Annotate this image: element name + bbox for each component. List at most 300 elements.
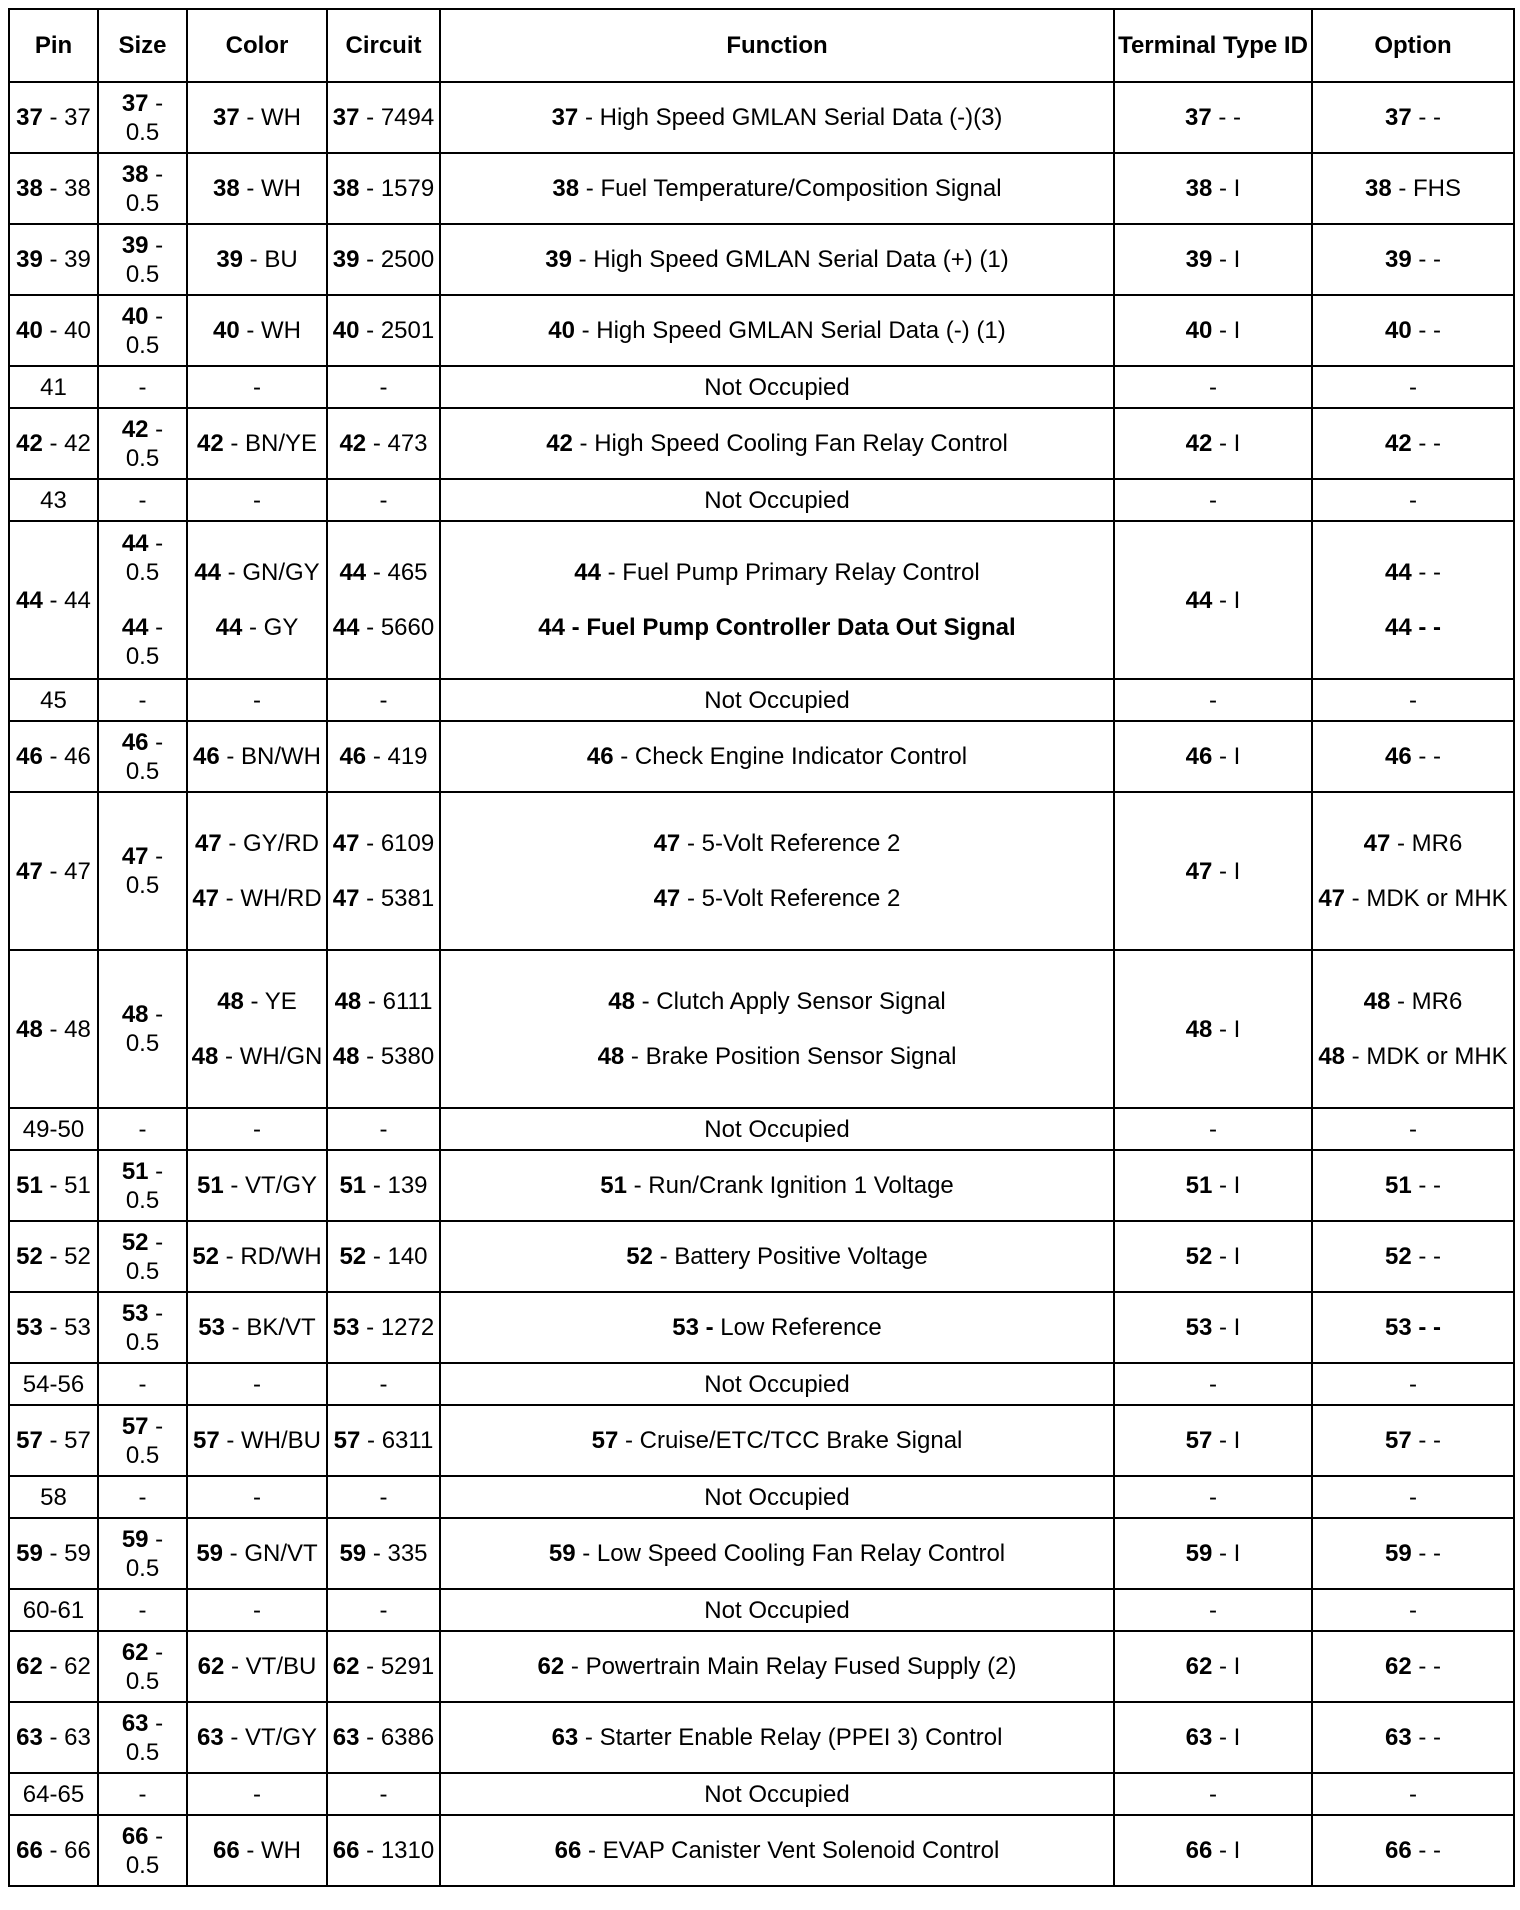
cell-text: - 39 (42, 246, 91, 273)
cell-pin (9, 295, 98, 366)
cell-terminal-type-id (1114, 408, 1312, 479)
table-row (9, 1815, 1514, 1886)
cell-function (440, 1518, 1114, 1589)
pin-number-prefix: 38 (552, 175, 580, 202)
cell-text: - 0.5 (125, 231, 170, 288)
cell-line (1316, 1836, 1510, 1865)
cell-text: - (1409, 1596, 1417, 1624)
cell-text: - 51 (42, 1172, 91, 1199)
pin-number-prefix: 37 (212, 104, 240, 131)
cell-line (102, 1709, 183, 1767)
header-pin: Pin (9, 9, 98, 82)
pin-number-prefix: 66 (554, 1837, 582, 1864)
cell-color (187, 679, 327, 721)
cell-line (102, 89, 183, 147)
cell-pin (9, 479, 98, 521)
cell-line (444, 829, 1110, 858)
cell-line (102, 529, 183, 587)
cell-line (444, 1042, 1110, 1071)
pin-number-prefix: 46 (339, 743, 367, 770)
cell-color (187, 408, 327, 479)
cell-text: - 6386 (359, 1724, 435, 1751)
cell-text: - 42 (42, 430, 91, 457)
cell-color (187, 1702, 327, 1773)
cell-text: - GY/RD (221, 830, 320, 857)
pin-number-prefix: 62 (1384, 1653, 1412, 1680)
cell-function (440, 1589, 1114, 1631)
cell-text: - 0.5 (125, 89, 170, 146)
cell-text: - - (1411, 104, 1442, 131)
cell-text: - (379, 686, 388, 714)
cell-line (13, 1171, 94, 1200)
pin-number-prefix: 66 (121, 1822, 149, 1850)
pin-number-prefix: 39 (216, 246, 244, 273)
table-row (9, 479, 1514, 521)
pinout-table (8, 8, 1515, 1887)
cell-pin (9, 1292, 98, 1363)
cell-size (98, 1150, 187, 1221)
cell-color (187, 1108, 327, 1150)
cell-pin (9, 950, 98, 1108)
cell-text: - YE (243, 988, 297, 1015)
cell-text: - - (1411, 1427, 1442, 1454)
pin-number-prefix: 47 (653, 830, 681, 857)
cell-text: - GN/GY (221, 559, 320, 586)
cell-line (191, 884, 323, 913)
cell-function (440, 1702, 1114, 1773)
cell-text: - - (1411, 743, 1442, 770)
cell-text: - 0.5 (125, 415, 170, 472)
cell-text: - 44 (42, 586, 91, 614)
cell-text: - RD/WH (219, 1243, 322, 1270)
cell-line (102, 613, 183, 671)
pin-number-prefix: 40 (1185, 317, 1213, 344)
pin-number-prefix: 63 (121, 1709, 149, 1737)
cell-line (191, 742, 323, 771)
cell-text: - (1409, 373, 1417, 401)
cell-text: - I (1212, 430, 1241, 457)
pin-number-prefix: 37 (16, 104, 43, 131)
cell-option (1312, 224, 1514, 295)
pin-number-prefix: 48 (121, 1001, 149, 1028)
cell-text: - (1209, 486, 1217, 514)
cell-text: - GY (242, 614, 299, 641)
cell-line (13, 316, 94, 345)
header-function: Function (440, 9, 1114, 82)
cell-circuit (327, 792, 440, 950)
cell-text: - BN/WH (219, 743, 322, 770)
cell-circuit (327, 1476, 440, 1518)
header-size: Size (98, 9, 187, 82)
cell-text: - (138, 1483, 147, 1511)
cell-text: - (379, 1596, 388, 1624)
cell-text: - (138, 373, 147, 401)
cell-terminal-type-id (1114, 950, 1312, 1108)
cell-line (331, 429, 436, 458)
cell-text: - - (1411, 246, 1442, 273)
cell-terminal-type-id (1114, 1150, 1312, 1221)
cell-line (102, 486, 183, 515)
cell-line (1316, 829, 1510, 858)
cell-line (1316, 742, 1510, 771)
cell-line (444, 1171, 1110, 1200)
pin-number-prefix: 57 (333, 1427, 361, 1454)
cell-line (13, 1426, 94, 1455)
pin-number-prefix: 53 - - (1384, 1314, 1441, 1341)
cell-text: - GN/VT (223, 1540, 318, 1567)
pin-number-prefix: 59 (1384, 1540, 1412, 1567)
cell-line (13, 174, 94, 203)
cell-text: - 2500 (359, 246, 435, 273)
pin-number-prefix: 42 (339, 430, 367, 457)
cell-color (187, 82, 327, 153)
pin-number-prefix: 59 (1185, 1540, 1213, 1567)
cell-text: Not Occupied (704, 1483, 850, 1511)
cell-line (331, 884, 436, 913)
cell-line (102, 1157, 183, 1215)
cell-line (331, 1171, 436, 1200)
pin-number-prefix: 66 (1185, 1837, 1213, 1864)
table-row (9, 82, 1514, 153)
cell-text: Not Occupied (704, 1780, 850, 1808)
pin-number-prefix: 37 (332, 104, 360, 131)
cell-line (331, 1539, 436, 1568)
pin-number-prefix: 40 (16, 317, 43, 344)
cell-circuit (327, 295, 440, 366)
cell-text: - 0.5 (125, 1001, 170, 1057)
pin-number-prefix: 42 (1384, 430, 1412, 457)
cell-text: - WH/RD (219, 885, 322, 912)
cell-size (98, 1108, 187, 1150)
cell-line (444, 1483, 1110, 1512)
cell-line (102, 1780, 183, 1809)
cell-terminal-type-id (1114, 1108, 1312, 1150)
cell-line (13, 486, 94, 515)
cell-text: Not Occupied (704, 486, 850, 514)
header-circuit: Circuit (327, 9, 440, 82)
cell-text: - Brake Position Sensor Signal (624, 1043, 957, 1070)
cell-terminal-type-id (1114, 479, 1312, 521)
cell-line (331, 1115, 436, 1144)
cell-line (191, 829, 323, 858)
cell-terminal-type-id (1114, 1518, 1312, 1589)
cell-line (102, 1525, 183, 1583)
cell-line (1316, 1483, 1510, 1512)
cell-line (1316, 373, 1510, 402)
cell-line (191, 1483, 323, 1512)
cell-text: - 1272 (359, 1314, 435, 1341)
pin-number-prefix: 47 (1363, 830, 1391, 857)
cell-line (331, 245, 436, 274)
cell-color (187, 1518, 327, 1589)
cell-text: - I (1212, 1015, 1241, 1043)
cell-terminal-type-id (1114, 1589, 1312, 1631)
cell-text: - WH (239, 317, 301, 344)
cell-text: - 0.5 (125, 1822, 170, 1879)
pin-number-prefix: 52 (1185, 1243, 1213, 1270)
pin-number-prefix: 40 (212, 317, 240, 344)
cell-text: - 6109 (359, 830, 435, 857)
cell-line (13, 1836, 94, 1865)
pin-number-prefix: 66 (16, 1837, 43, 1864)
cell-option (1312, 1292, 1514, 1363)
cell-line (102, 1638, 183, 1696)
cell-line (1316, 1596, 1510, 1625)
pin-number-prefix: 48 (608, 988, 635, 1015)
cell-text: - WH (239, 175, 301, 202)
cell-line (1118, 1652, 1308, 1681)
table-row (9, 679, 1514, 721)
cell-circuit (327, 1150, 440, 1221)
cell-color (187, 1405, 327, 1476)
cell-line (1118, 245, 1308, 274)
pin-number-prefix: 51 (1384, 1172, 1412, 1199)
cell-line (102, 1370, 183, 1399)
cell-text: - BK/VT (225, 1314, 316, 1341)
cell-text: 43 (40, 486, 67, 514)
cell-line (331, 1483, 436, 1512)
cell-function (440, 295, 1114, 366)
cell-terminal-type-id (1114, 792, 1312, 950)
cell-text: - - (1211, 104, 1242, 131)
cell-text: - 0.5 (125, 1228, 170, 1285)
cell-line (13, 686, 94, 715)
cell-line (102, 302, 183, 360)
cell-terminal-type-id (1114, 1363, 1312, 1405)
cell-line (331, 1370, 436, 1399)
cell-circuit (327, 408, 440, 479)
pin-number-prefix: 66 (212, 1837, 240, 1864)
pin-number-prefix: 48 (1318, 1043, 1346, 1070)
cell-text: - WH/GN (218, 1043, 323, 1070)
cell-text: - 419 (366, 743, 428, 770)
cell-line (191, 1370, 323, 1399)
pin-number-prefix: 52 (1384, 1243, 1412, 1270)
cell-line (102, 160, 183, 218)
pin-number-prefix: 63 (551, 1724, 579, 1751)
cell-line (444, 486, 1110, 515)
cell-size (98, 408, 187, 479)
cell-text: - (253, 1596, 261, 1624)
cell-text: - BN/YE (223, 430, 318, 457)
cell-pin (9, 1773, 98, 1815)
cell-line (13, 1370, 94, 1399)
cell-pin (9, 721, 98, 792)
cell-line (191, 1313, 323, 1342)
cell-line (13, 1313, 94, 1342)
cell-size (98, 1405, 187, 1476)
cell-text: - 59 (42, 1540, 91, 1567)
cell-line (331, 103, 436, 132)
cell-circuit (327, 153, 440, 224)
cell-line (102, 415, 183, 473)
cell-text: - 52 (42, 1243, 91, 1270)
pin-number-prefix: 42 (546, 430, 573, 457)
cell-line (1316, 1539, 1510, 1568)
cell-text: - VT/GY (223, 1172, 318, 1199)
cell-text: - (1409, 1370, 1417, 1398)
pin-number-prefix: 37 (121, 89, 149, 117)
table-row (9, 408, 1514, 479)
cell-line (1316, 686, 1510, 715)
pin-number-prefix: 46 (1384, 743, 1412, 770)
cell-text: - I (1212, 1540, 1241, 1567)
cell-circuit (327, 950, 440, 1108)
cell-line (102, 1412, 183, 1470)
cell-text: 41 (40, 373, 67, 401)
cell-color (187, 1815, 327, 1886)
cell-text: - (379, 1115, 388, 1143)
cell-line (102, 373, 183, 402)
cell-line (1118, 1171, 1308, 1200)
pin-number-prefix: 46 (192, 743, 220, 770)
cell-text: - 47 (42, 857, 91, 885)
cell-text: - (1409, 486, 1417, 514)
pin-number-prefix: 44 (121, 614, 149, 641)
cell-text: - MDK or MHK (1345, 885, 1508, 912)
cell-text: - I (1212, 1172, 1241, 1199)
cell-line (1316, 1426, 1510, 1455)
cell-text: - (1209, 686, 1217, 714)
cell-line (1316, 486, 1510, 515)
cell-function (440, 1631, 1114, 1702)
pin-number-prefix: 57 (1384, 1427, 1412, 1454)
cell-line (331, 174, 436, 203)
header-row (9, 9, 1514, 82)
cell-text: - 1310 (359, 1837, 435, 1864)
cell-circuit (327, 224, 440, 295)
table-row (9, 224, 1514, 295)
pin-number-prefix: 52 (16, 1243, 43, 1270)
pin-number-prefix: 53 (16, 1314, 43, 1341)
cell-text: - (253, 373, 261, 401)
pin-number-prefix: 42 (121, 415, 149, 443)
cell-text: - - (1411, 1540, 1442, 1567)
pin-number-prefix: 40 (121, 302, 149, 330)
cell-text: - 0.5 (125, 1299, 170, 1356)
cell-pin (9, 1815, 98, 1886)
cell-line (13, 1780, 94, 1809)
table-row (9, 521, 1514, 679)
cell-pin (9, 366, 98, 408)
cell-line (444, 429, 1110, 458)
cell-pin (9, 1150, 98, 1221)
cell-line (191, 1596, 323, 1625)
cell-text: - (253, 1780, 261, 1808)
cell-text: 60-61 (22, 1596, 85, 1624)
cell-line (444, 1723, 1110, 1752)
cell-color (187, 721, 327, 792)
pin-number-prefix: 52 (339, 1243, 367, 1270)
cell-size (98, 1589, 187, 1631)
cell-function (440, 1405, 1114, 1476)
cell-circuit (327, 679, 440, 721)
cell-line (331, 1723, 436, 1752)
cell-terminal-type-id (1114, 366, 1312, 408)
cell-option (1312, 1631, 1514, 1702)
table-row (9, 1702, 1514, 1773)
cell-text: - Clutch Apply Sensor Signal (634, 988, 946, 1015)
cell-text: - High Speed Cooling Fan Relay Control (572, 430, 1008, 457)
cell-text: - I (1212, 175, 1241, 202)
cell-circuit (327, 479, 440, 521)
pin-number-prefix: 51 (600, 1172, 627, 1199)
cell-line (191, 1171, 323, 1200)
pin-number-prefix: 63 (1185, 1724, 1213, 1751)
pin-number-prefix: 57 (1185, 1427, 1213, 1454)
cell-line (13, 1539, 94, 1568)
cell-text: - (253, 1370, 261, 1398)
cell-text: - VT/BU (224, 1653, 317, 1680)
connector-pinout-document (8, 8, 1513, 1887)
cell-text: - - (1411, 1837, 1442, 1864)
cell-function (440, 679, 1114, 721)
pin-number-prefix: 59 (196, 1540, 224, 1567)
cell-line (444, 1780, 1110, 1809)
cell-line (102, 1228, 183, 1286)
pin-number-prefix: 62 (537, 1653, 565, 1680)
pin-number-prefix: 39 (16, 246, 43, 273)
cell-line (191, 486, 323, 515)
cell-line (331, 373, 436, 402)
cell-line (1316, 1780, 1510, 1809)
cell-text: - - (1411, 430, 1442, 457)
pin-number-prefix: 63 (332, 1724, 360, 1751)
pin-number-prefix: 47 (121, 843, 149, 870)
pin-number-prefix: 59 (121, 1525, 149, 1553)
cell-line (331, 987, 436, 1016)
cell-circuit (327, 1292, 440, 1363)
pin-number-prefix: 46 (1185, 743, 1213, 770)
cell-text: - 48 (42, 1015, 91, 1043)
cell-line (444, 103, 1110, 132)
cell-text: - 53 (42, 1314, 91, 1341)
cell-line (1118, 373, 1308, 402)
cell-text: - Cruise/ETC/TCC Brake Signal (618, 1427, 963, 1454)
cell-line (331, 1652, 436, 1681)
cell-size (98, 366, 187, 408)
table-row (9, 1150, 1514, 1221)
cell-function (440, 479, 1114, 521)
cell-line (331, 558, 436, 587)
cell-text: - (379, 373, 388, 401)
cell-text: - High Speed GMLAN Serial Data (+) (1) (571, 246, 1009, 273)
cell-color (187, 1589, 327, 1631)
cell-line (1316, 558, 1510, 587)
cell-line (444, 174, 1110, 203)
cell-pin (9, 1108, 98, 1150)
cell-text: - - (1411, 559, 1442, 586)
pin-number-prefix: 51 (121, 1157, 149, 1185)
cell-line (1118, 1780, 1308, 1809)
cell-text: - 7494 (359, 104, 435, 131)
cell-line (13, 1115, 94, 1144)
pin-number-prefix: 39 (332, 246, 360, 273)
cell-option (1312, 721, 1514, 792)
cell-text: - Powertrain Main Relay Fused Supply (2) (564, 1653, 1017, 1680)
cell-size (98, 521, 187, 679)
cell-text: - WH (239, 104, 301, 131)
cell-line (1316, 987, 1510, 1016)
cell-function (440, 792, 1114, 950)
cell-text: - High Speed GMLAN Serial Data (-) (1) (574, 317, 1006, 344)
cell-size (98, 721, 187, 792)
cell-line (331, 1780, 436, 1809)
cell-text: - (138, 686, 147, 714)
cell-option (1312, 1221, 1514, 1292)
pin-number-prefix: 37 (551, 104, 579, 131)
cell-function (440, 1773, 1114, 1815)
